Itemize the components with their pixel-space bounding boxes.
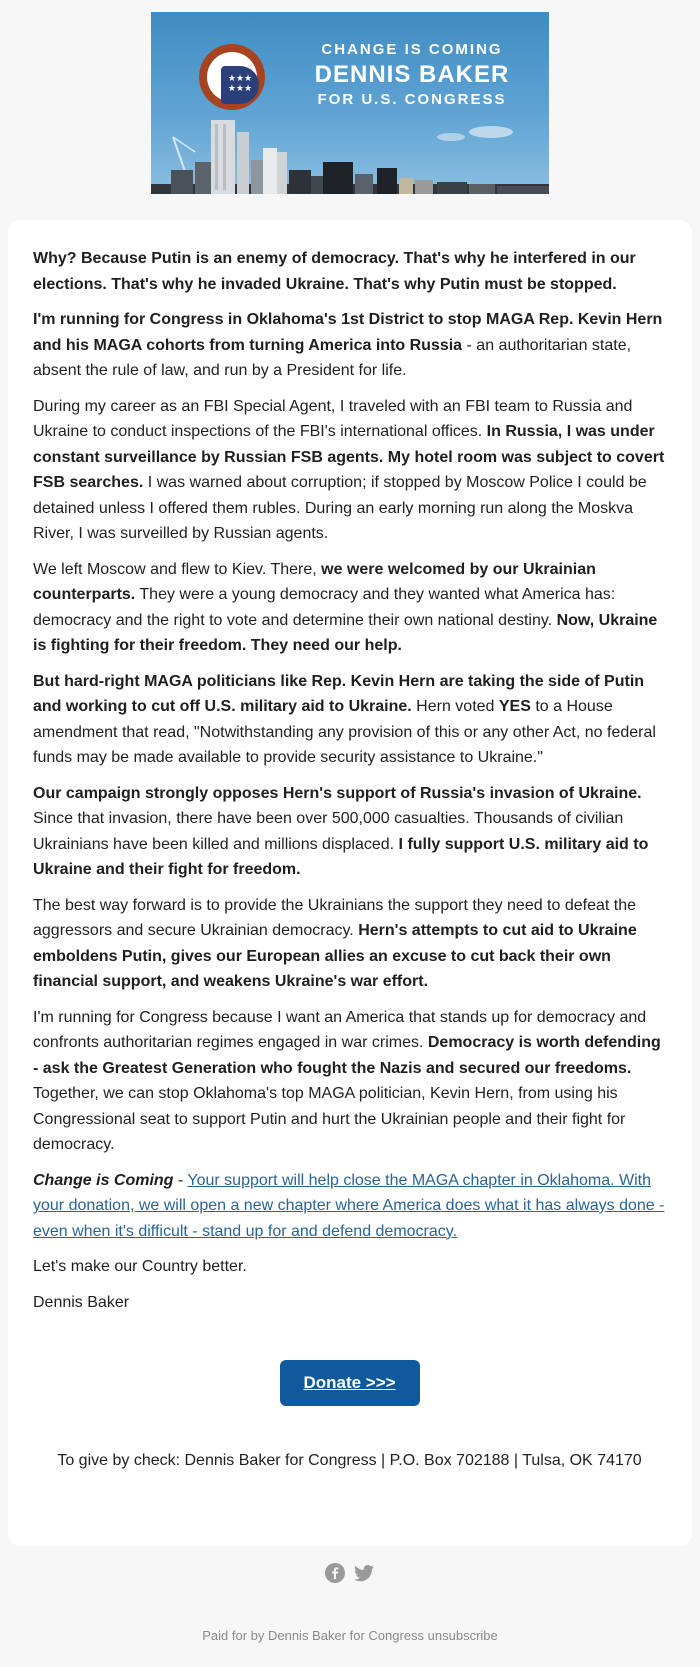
paragraph-5-bold-1: But hard-right MAGA politicians like Rep. Kevin Hern are taking the side of Putin and working to cut off U.S. military aid to Ukraine. xyxy=(33,672,645,715)
paragraph-9-bold-italic: Change is Coming xyxy=(33,1171,174,1189)
paragraph-3-text-1: During my career as an FBI Special Agent, I traveled with an FBI team to Russia and Ukraine to conduct inspections of the FBI's international offices. xyxy=(33,397,633,440)
paragraph-8-bold: Democracy is worth defending - ask the Greatest Generation who fought the Nazis and secured our freedoms. xyxy=(33,1034,661,1077)
unsubscribe-link[interactable]: unsubscribe xyxy=(427,1628,498,1643)
star-logo-icon xyxy=(221,66,259,104)
paragraph-1-bold: Why? Because Putin is an enemy of democracy. That's why he interfered in our elections. That's why he invaded Ukraine. That's why Putin must be stopped. xyxy=(33,250,636,293)
paragraph-4-text-1: We left Moscow and flew to Kiev. There, xyxy=(33,560,322,578)
paragraph-4-text-2: They were a young democracy and they wanted what America has: democracy and the right to vote and determine their own national destiny. xyxy=(33,586,616,629)
paragraph-7-bold: Hern's attempts to cut aid to Ukraine emboldens Putin, gives our European allies an excuse to cut back their own financial support, and weakens Ukraine's war effort. xyxy=(33,922,637,990)
paragraph-6 xyxy=(33,781,666,883)
paragraph-2-bold: I'm running for Congress in Oklahoma's 1st District to stop MAGA Rep. Kevin Hern and his MAGA cohorts from turning America into Russia xyxy=(33,311,663,354)
paragraph-6-bold-2: I fully support U.S. military aid to Ukraine and their fight for freedom. xyxy=(33,835,649,878)
banner-candidate-name: DENNIS BAKER xyxy=(314,61,510,88)
signature: Dennis Baker xyxy=(33,1293,130,1311)
campaign-banner[interactable] xyxy=(151,12,549,194)
email-body-card xyxy=(8,220,692,1546)
paid-for-text: Paid for by Dennis Baker for Congress xyxy=(202,1628,425,1643)
facebook-icon[interactable] xyxy=(325,1563,345,1583)
paragraph-4-bold-1: we were welcomed by our Ukrainian counterparts. xyxy=(33,560,596,603)
paragraph-6-text: Since that invasion, there have been over 500,000 casualties. Thousands of civilian Ukrainians have been killed and millions displaced. xyxy=(33,810,624,853)
support-link[interactable]: Your support will help close the MAGA chapter in Oklahoma. With your donation, we will open a new chapter where America does what it has always done - even when it's difficult - stand up for and defend democracy. xyxy=(33,1171,665,1240)
paragraph-10: Let's make our Country better. xyxy=(33,1258,247,1275)
email-header xyxy=(0,0,700,210)
paragraph-5 xyxy=(33,669,666,771)
paragraph-5-text-1: Hern voted xyxy=(411,698,499,715)
paragraph-5-text-2: to a House amendment that read, "Notwithstanding any provision of this or any other Act, no federal funds may be made available to provide security assistance to Ukraine." xyxy=(33,698,656,766)
footer xyxy=(0,1628,700,1643)
paragraph-8 xyxy=(33,1005,666,1158)
paragraph-9-separator: - xyxy=(173,1171,188,1189)
paragraph-4-bold-2: Now, Ukraine is fighting for their freedom. They need our help. xyxy=(33,611,658,654)
banner-subtitle: FOR U.S. CONGRESS xyxy=(317,91,507,108)
banner-tagline: CHANGE IS COMING xyxy=(321,41,503,58)
paragraph-4 xyxy=(33,557,666,659)
paragraph-3-text-2: I was warned about corruption; if stopped by Moscow Police I could be detained unless I offered them rubles. During an early morning run along the Moskva River, I was surveilled by Russian agents. xyxy=(33,474,647,542)
paragraph-9 xyxy=(33,1168,666,1245)
twitter-icon[interactable] xyxy=(353,1563,375,1583)
campaign-logo xyxy=(199,44,265,110)
donate-wrap xyxy=(33,1360,666,1406)
paragraph-7 xyxy=(33,893,666,995)
paragraph-5-bold-2: YES xyxy=(498,698,531,715)
check-info: To give by check: Dennis Baker for Congress | P.O. Box 702188 | Tulsa, OK 74170 xyxy=(57,1452,642,1469)
banner-text xyxy=(275,40,549,110)
paragraph-1 xyxy=(33,246,666,297)
paragraph-7-text: The best way forward is to provide the Ukrainians the support they need to defeat the aggressors and secure Ukrainian democracy. xyxy=(33,896,637,939)
paragraph-2-text: - an authoritarian state, absent the rule of law, and run by a President for life. xyxy=(33,336,632,379)
paragraph-3-bold: In Russia, I was under constant surveillance by Russian FSB agents. My hotel room was subject to covert FSB searches. xyxy=(33,423,665,491)
paragraph-8-text-2: Together, we can stop Oklahoma's top MAGA politician, Kevin Hern, from using his Congressional seat to support Putin and hurt the Ukrainian people and their fight for democracy. xyxy=(33,1085,626,1153)
donate-button[interactable]: Donate >>> xyxy=(280,1360,420,1406)
paragraph-2 xyxy=(33,307,666,384)
logo-stars: ★★★ ★★★ xyxy=(227,74,253,94)
social-links xyxy=(0,1563,700,1583)
paragraph-3 xyxy=(33,394,666,547)
paragraph-8-text-1: I'm running for Congress because I want an America that stands up for democracy and confronts authoritarian regimes engaged in war crimes. xyxy=(33,1008,647,1051)
paragraph-6-bold-1: Our campaign strongly opposes Hern's support of Russia's invasion of Ukraine. xyxy=(33,784,642,802)
